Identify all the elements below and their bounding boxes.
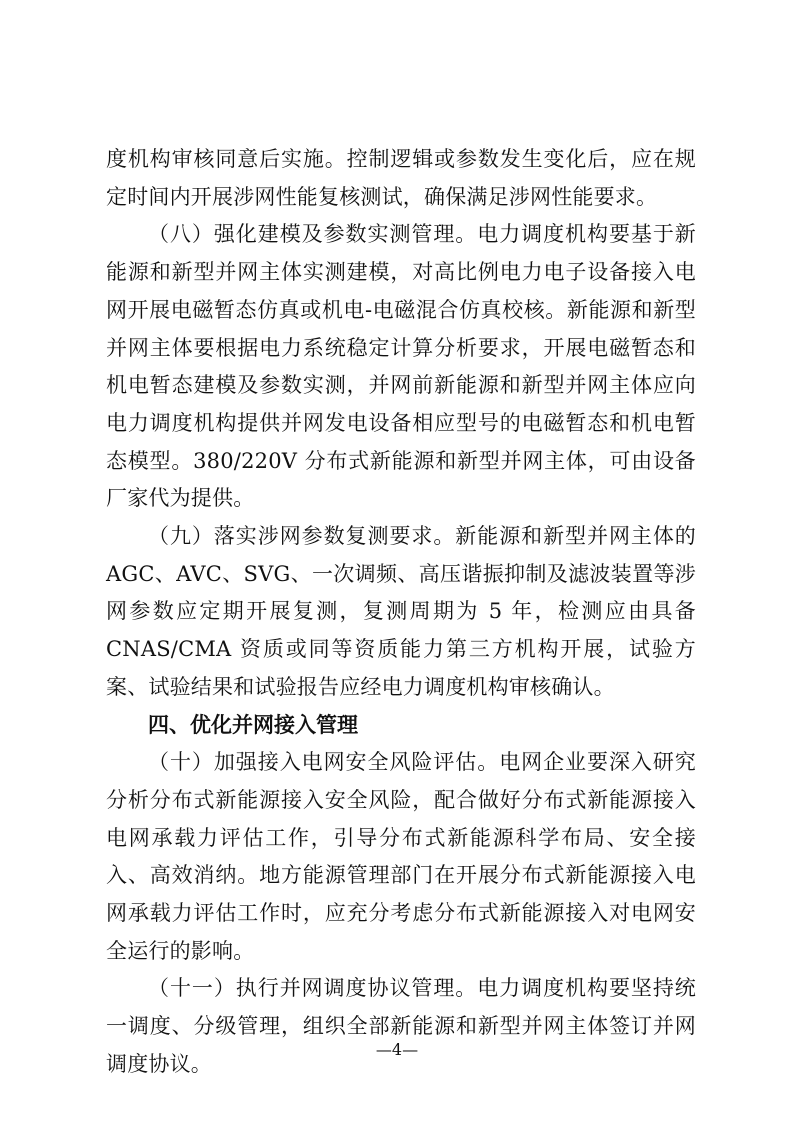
paragraph-parameter-retest: （九）落实涉网参数复测要求。新能源和新型并网主体的 AGC、AVC、SVG、一次调频、高压谐振抑制及滤波装置等涉网参数应定期开展复测，复测周期为 5 年，检测应由具备 CNAS/CMA 资质或同等资质能力第三方机构开展，试验方案、试验结果和试验报告应经电力调度机构审核确认。	[106, 524, 696, 699]
paragraph-dispatch-agreement: （十一）执行并网调度协议管理。电力调度机构要坚持统一调度、分级管理，组织全部新能源和新型并网主体签订并网调度协议。	[106, 976, 696, 1076]
paragraph-risk-assessment: （十）加强接入电网安全风险评估。电网企业要深入研究分析分布式新能源接入安全风险，配合做好分布式新能源接入电网承载力评估工作，引导分布式新能源科学布局、安全接入、高效消纳。地方能源管理部门在开展分布式新能源接入电网承载力评估工作时，应充分考虑分布式新能源接入对电网安全运行的影响。	[106, 750, 696, 963]
section-heading: 四、优化并网接入管理	[148, 712, 358, 737]
paragraph-modeling: （八）强化建模及参数实测管理。电力调度机构要基于新能源和新型并网主体实测建模，对高比例电力电子设备接入电网开展电磁暂态仿真或机电-电磁混合仿真校核。新能源和新型并网主体要根据电力系统稳定计算分析要求，开展电磁暂态和机电暂态建模及参数实测，并网前新能源和新型并网主体应向电力调度机构提供并网发电设备相应型号的电磁暂态和机电暂态模型。380/220V 分布式新能源和新型并网主体，可由设备厂家代为提供。	[106, 222, 696, 511]
document-body	[106, 141, 696, 1084]
page-number: —4—	[375, 1040, 419, 1059]
paragraph-continuation: 度机构审核同意后实施。控制逻辑或参数发生变化后，应在规定时间内开展涉网性能复核测试，确保满足涉网性能要求。	[106, 147, 696, 209]
